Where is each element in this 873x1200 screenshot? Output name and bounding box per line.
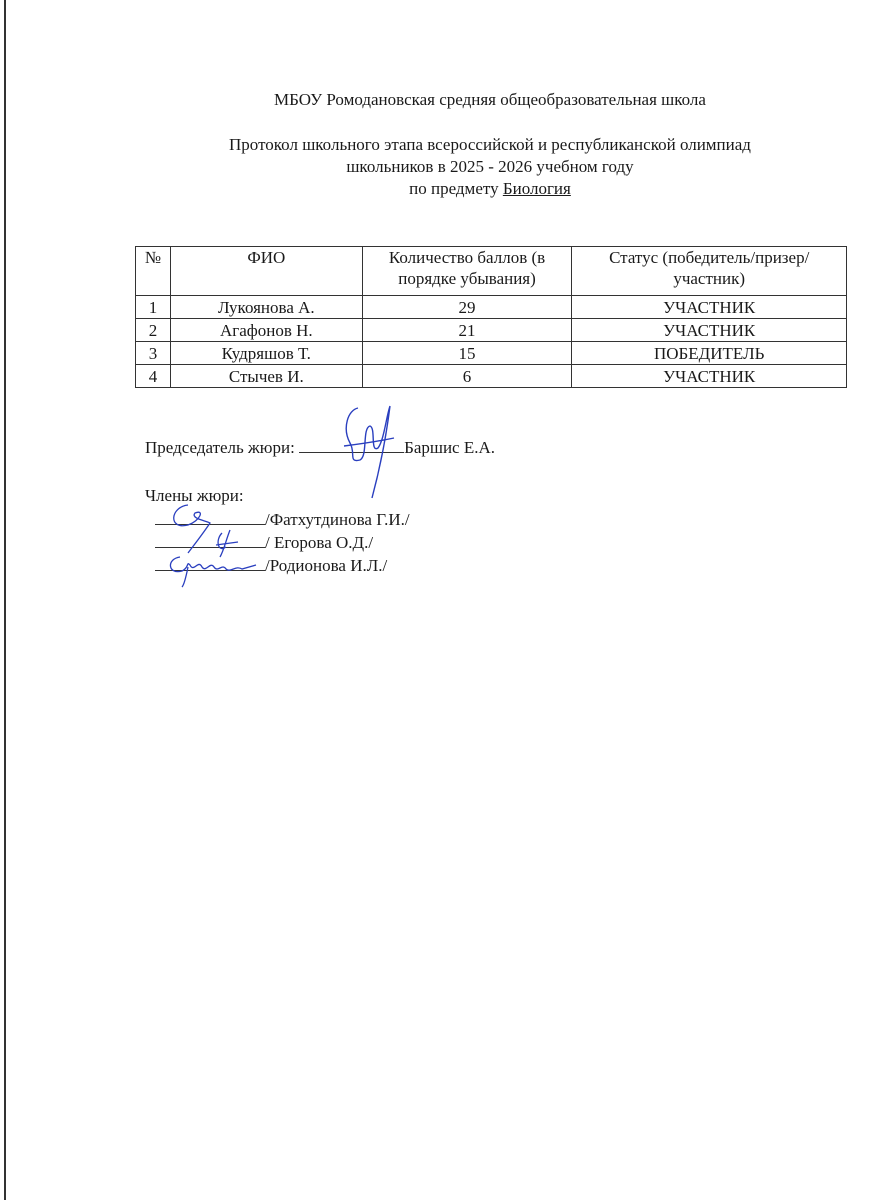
subject-prefix: по предмету	[409, 179, 503, 198]
table-header-row	[136, 247, 847, 296]
jury-members-label: Члены жюри:	[145, 486, 244, 505]
cell-score: 6	[362, 365, 572, 388]
member-name: /Родионова И.Л./	[265, 556, 388, 575]
results-table	[135, 246, 847, 388]
cell-score: 29	[362, 296, 572, 319]
table-row	[136, 342, 847, 365]
cell-num: 2	[136, 319, 171, 342]
cell-name: Агафонов Н.	[170, 319, 362, 342]
cell-name: Лукоянова А.	[170, 296, 362, 319]
member-signatures	[160, 495, 280, 590]
chair-label: Председатель жюри:	[145, 438, 295, 457]
table-row	[136, 319, 847, 342]
cell-num: 1	[136, 296, 171, 319]
cell-status: УЧАСТНИК	[572, 296, 847, 319]
member-name: /Фатхутдинова Г.И./	[265, 510, 410, 529]
table-row	[136, 365, 847, 388]
member-name: / Егорова О.Д./	[265, 533, 374, 552]
table-row	[136, 296, 847, 319]
cell-status: УЧАСТНИК	[572, 319, 847, 342]
protocol-title-line2: школьников в 2025 - 2026 учебном году	[346, 157, 634, 176]
cell-status: УЧАСТНИК	[572, 365, 847, 388]
chair-name: Баршис Е.А.	[404, 438, 496, 457]
scan-edge	[4, 0, 6, 1200]
cell-status: ПОБЕДИТЕЛЬ	[572, 342, 847, 365]
chair-signature	[320, 398, 400, 508]
header-name: ФИО	[170, 247, 362, 296]
cell-name: Стычев И.	[170, 365, 362, 388]
header-status: Статус (победитель/призер/участник)	[572, 247, 847, 296]
cell-num: 4	[136, 365, 171, 388]
cell-name: Кудряшов Т.	[170, 342, 362, 365]
subject-name: Биология	[502, 179, 571, 198]
cell-num: 3	[136, 342, 171, 365]
header-score: Количество баллов (в порядке убывания)	[362, 247, 572, 296]
school-name: МБОУ Ромодановская средняя общеобразовательная школа	[274, 90, 706, 109]
cell-score: 21	[362, 319, 572, 342]
protocol-subject-line	[130, 178, 850, 200]
protocol-title-line1: Протокол школьного этапа всероссийской и республиканской олимпиад	[229, 135, 751, 154]
cell-score: 15	[362, 342, 572, 365]
header-num: №	[136, 247, 171, 296]
